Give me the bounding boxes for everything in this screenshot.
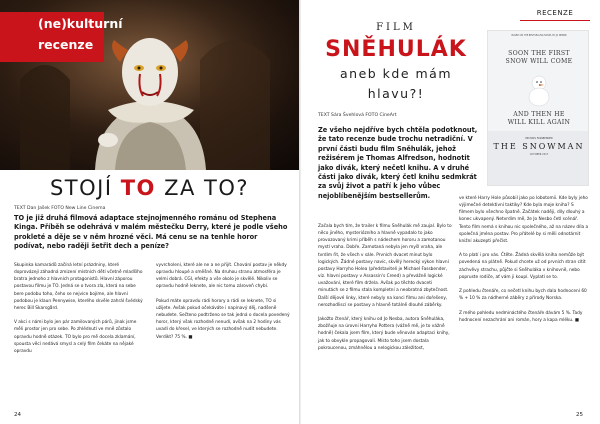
left-lead-paragraph: TO je již druhá filmová adaptace stejnojmenného románu od Stephena Kinga. Příběh se odehrává v malém městečku Derry, které je podle všeho prokleté a děje se v něm hrozné věci. Má cenu se na tenhle horor podívat, nebo raději šetřit dech a peníze? bbox=[14, 214, 288, 251]
poster-actor: MICHAEL FASSBENDER bbox=[525, 137, 553, 140]
article-subtitle-line1: aneb kde mám bbox=[339, 66, 453, 81]
section-tag-line1: (ne)kulturní bbox=[38, 16, 123, 31]
section-label: RECENZE bbox=[520, 9, 590, 21]
poster-tagline-1: SOON THE FIRST bbox=[508, 50, 570, 57]
article-subtitle-line2: hlavu?! bbox=[367, 86, 425, 101]
poster-tagline-4: WILL KILL AGAIN bbox=[507, 119, 571, 126]
section-tag bbox=[0, 12, 123, 62]
article-title: SNĚHULÁK bbox=[325, 37, 467, 62]
headline-before: STOJÍ bbox=[49, 176, 121, 200]
left-credit: TEXT Dan Jašek FOTO New Line Cinema bbox=[14, 206, 106, 211]
section-tag-line2: recenze bbox=[38, 37, 94, 52]
right-credit: TEXT Sára Švehlová FOTO CineArt bbox=[318, 113, 397, 118]
poster-tagline-3: AND THEN HE bbox=[513, 111, 565, 118]
left-page-number: 24 bbox=[14, 412, 21, 418]
clown-photo bbox=[0, 0, 299, 170]
poster-tagline-2: SNOW WILL COME bbox=[505, 58, 573, 65]
poster-title: THE SNOWMAN bbox=[493, 142, 585, 151]
left-headline bbox=[0, 176, 299, 200]
spread-gutter bbox=[299, 0, 301, 424]
poster-top-text: BASED ON THE BESTSELLING NOVEL BY JO NESBØ bbox=[511, 34, 567, 37]
right-lead-paragraph: Ze všeho nejdříve bych chtěla podotknout, že tato recenze bude trochu netradiční. V první části budu film Sněhulák, jehož režisérem je Thomas Alfredson, hodnotit jako divák, který nečetl knihu. A v druhé části jako divák, který četl knihu sedmkrát za svůj život a patří k jeho vůbec nejoblíbenějším bestsellerům. bbox=[318, 126, 478, 200]
left-body-column-1: Skupinka kamarádů začíná letní prázdniny, které doprovázejí záhadná zmizení místních dětí včetně mladšího bratra jednoho z hlavních protagonistů. Hlavní záporou postavou filmu je TO. Jedná se o tvora zla, která na sebe bere podobu toho, čeho se nejvíce bojíme, ale hlavní podobou je klaun Pennywise, kterého skvěle zahrál švédský herec Bill Skarsgård. V akci s námi bylo jen pár zamilovaných párů, jinak jsme měli prostor jen pro sebe. Po zhlédnutí ve mně zůstalo opravdu hodně otázek. TO bylo pro mě docela zklamání, spousta věcí nedává smysl a celý film čekáte na nějaké opravdu bbox=[14, 263, 143, 354]
film-label: FILM bbox=[376, 22, 416, 33]
right-body-column-1: Začala bych tím, že trailer k filmu Sněhulák mě zaujal. Bylo to něco jiného, mysteriózního a hlavně vypadalo to jako provozovaný krimi příběh s nádechem hororu a zamotanou mystí vraha. Dobře. Zamotaná nebyla jen myšl vraha, ale tvrdím řit, že všech v sále. Prvních dvacet minut bylo logických. Žádné postavy navíc, skvělý herecký výkon hlavní postavy Harryho Holea (představiteli je Michael Fassbender, viz. hlavní postavy v Assassin's Creed) a převážně logické uvažování, které film držela. Avšak po těchto dvaceti minutách se z filmu stala kompletní a neobratná zbytečnost. Další dějové linky, které nebyly na konci filmu ani dořešeny, nerozhodliscí se postavy a hlavně totálně dlouhé záběrky. Jakožto čtenář, který knihu od Jo Nesba, autora Sněhuláka, zbožňuje na úrovni Harryho Pottera (vážně mě, je to vážně hodně) čekala jsem film, který bude věnován adaptaci knihy, jak to obvykle propagovali. Místo toho jsem dostala pokroucenou, zmáhnělou a nelogickou záležitost, bbox=[318, 224, 452, 351]
movie-poster bbox=[487, 30, 589, 186]
right-body-column-2: ve které Harry Hole působil jako po lobotomii. Kde byly jeho výjimečné detektivní taktiky? Kde byla moje kniha? S filmem bylo všechno špatně. Začátek naději, díly dlouhý a konec ukvapený. Netvrdím mě, že Jo Nesbo četl scénář. Tento film nemá s knihou nic společného, až na název díla a společná jména postav. Pro přátelé by si měli odnotárnit knižní akuzepti přečíst. A to platí i pro vás. Čtěte. Žádná skvělá kniha nemůže být povedená na plátně. Pokud chcete už od prvních stran cítit záchvěvy strachu, půjčte si Sněhuláka v knihovně, nebo popruste rodiče, ať vám ji koupí. Vyplatí se to. Z pohledu čtenáře, co nečetl knihu bych dala hodnocení 60 % + 10 % za nádherné záběry z přírody Norska. Z mého pohledu nedmináctého čtenáře dávám 5 %. Tady hodnocení nezachrání ani román, hory a kapa mléku. ■ bbox=[459, 196, 589, 323]
left-body-column-2: vyvrcholení, které ale ne a ne přijít. Chování postav je někdy opravdu hloupé a směšné. Na druhou stranu atmosféra je velmi dobrá. CGI, efekty a vše okolo je skvělé. Nikoliv se opravdu hodně leknete, ale nic tomu zároveň chybí. Pokud máte opravdu rádi horory a rádi se leknete, TO si užijete. Avšak pokud očekáváte i napínavý děj, nadšeně nebudete. Sečteno podtrženo se tak jedná o docela povedený horor, který však rozhodně nenudí, avšak na 2 hodiny vás uvadí do křesel, ve kterých se rozhodně nudit nebudete. Verdikt? 75 %. ■ bbox=[156, 263, 290, 340]
headline-highlight: TO bbox=[120, 176, 156, 200]
right-page-number: 25 bbox=[576, 412, 583, 418]
headline-after: ZA TO? bbox=[155, 176, 250, 200]
poster-date: OCTOBER 2017 bbox=[529, 153, 549, 156]
